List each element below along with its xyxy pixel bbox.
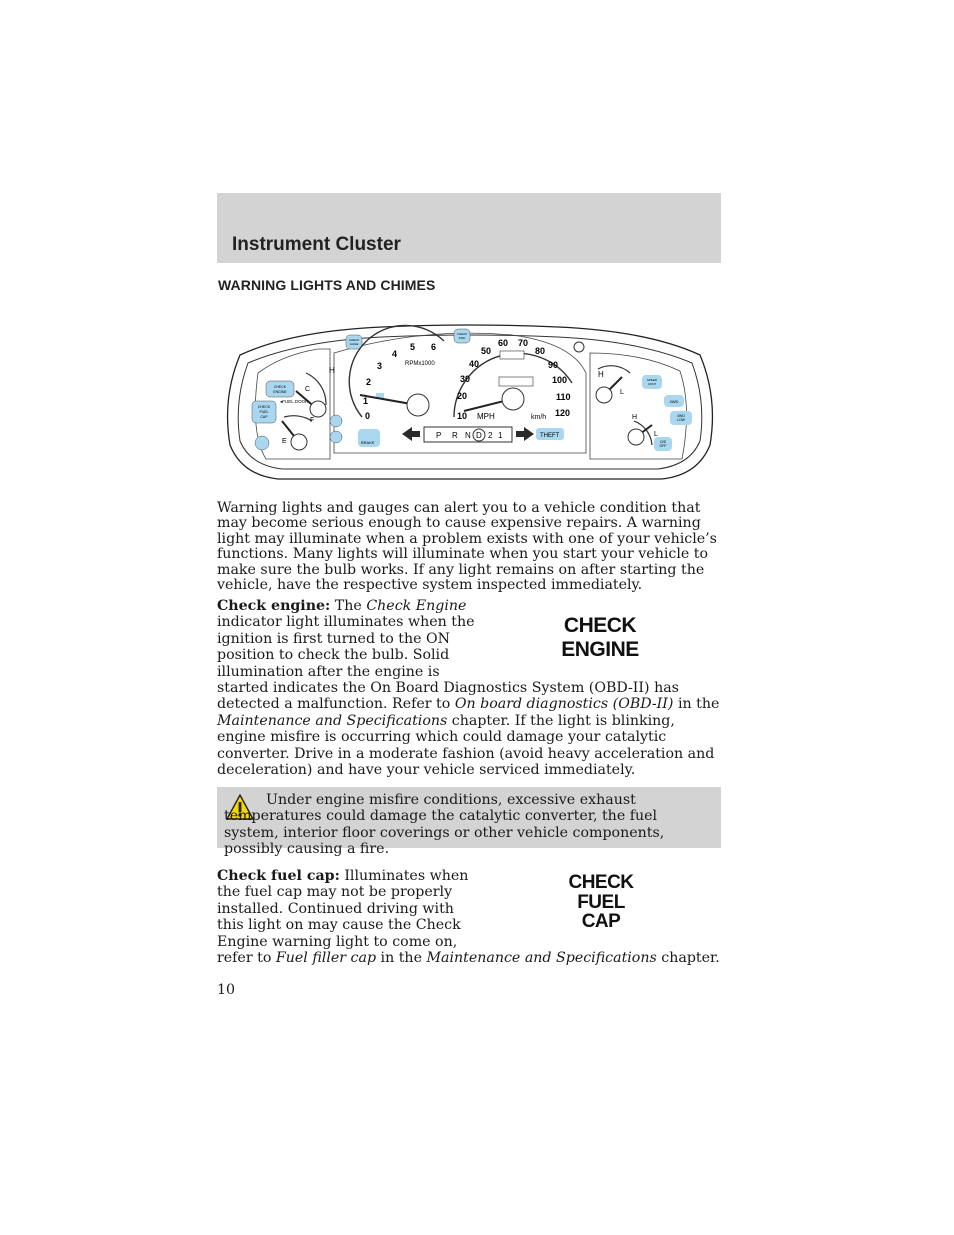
svg-text:4WD: 4WD	[458, 336, 466, 340]
check-engine-paragraph-lead: Check engine: The Check Engine indicator light illuminates when the ignition is first turned to the ON position to check the bulb. Solid illumination after the engine is	[217, 598, 475, 680]
fuel-door-label: ◂FUEL DOOR	[280, 399, 309, 404]
volt-h-label: H	[632, 414, 638, 421]
svg-text:40: 40	[469, 359, 480, 369]
seatbelt-light	[255, 436, 269, 450]
temp-h-label: H	[329, 366, 335, 375]
brake-light	[358, 429, 380, 447]
check-fuel-cap-paragraph-lead: Check fuel cap: Illuminates when the fuel cap may not be properly installed. Continued driving with this light on may cause the Check Engine warning light to come on,	[217, 868, 469, 950]
oil-l-label: L	[620, 389, 624, 396]
svg-text:4WD: 4WD	[669, 399, 679, 404]
brake-label: BRAKE	[361, 440, 375, 445]
svg-text:30: 30	[460, 374, 471, 384]
svg-text:60: 60	[498, 338, 509, 348]
svg-text:LOW: LOW	[677, 418, 685, 422]
svg-text:CONT: CONT	[647, 382, 657, 386]
section-title: WARNING LIGHTS AND CHIMES	[218, 277, 436, 293]
chapter-header	[217, 193, 721, 263]
check-fuel-cap-paragraph-rest: refer to Fuel filler cap in the Maintenance and Specifications chapter.	[217, 950, 720, 966]
svg-text:O/D: O/D	[659, 440, 667, 444]
svg-text:50: 50	[481, 346, 492, 356]
theft-light	[536, 428, 564, 440]
svg-text:CHECK: CHECK	[348, 338, 360, 342]
theft-label: THEFT	[540, 433, 560, 439]
volt-l-label: L	[654, 431, 658, 438]
svg-text:CHECK: CHECK	[257, 405, 271, 409]
svg-text:ENGINE: ENGINE	[273, 390, 287, 394]
svg-text:0: 0	[365, 411, 371, 421]
svg-text:120: 120	[555, 408, 571, 418]
svg-text:2: 2	[488, 431, 493, 440]
svg-text:70: 70	[518, 338, 529, 348]
svg-text:SPEED: SPEED	[646, 378, 658, 382]
svg-text:1: 1	[498, 431, 503, 440]
svg-text:5: 5	[410, 342, 416, 352]
svg-text:P: P	[436, 431, 442, 440]
warning-box	[217, 787, 721, 858]
svg-text:N: N	[465, 431, 471, 440]
kmh-label: km/h	[531, 414, 547, 421]
check-engine-label: Check engine:	[217, 598, 331, 614]
svg-text:3: 3	[377, 361, 383, 371]
check-engine-light	[266, 381, 294, 397]
svg-text:20: 20	[457, 391, 468, 401]
trip-reset-knob	[574, 342, 584, 352]
check-fuel-cap-label: Check fuel cap:	[217, 868, 340, 884]
warning-text: Under engine misfire conditions, excessive exhaust temperatures could damage the catalytic converter, the fuel system, interior floor coverings or other vehicle components, possibly causing a fire.	[224, 792, 665, 858]
intro-paragraph: Warning lights and gauges can alert you to a vehicle condition that may become serious enough to cause expensive repairs. A warning light may illuminate when a problem exists with one of your vehicle’s functions. Many lights will illuminate when you start your vehicle to make sure the bulb works. If any light remains on after starting the vehicle, have the respective system inspected immediately.	[217, 500, 717, 594]
svg-text:OFF: OFF	[659, 444, 667, 448]
check-gage-light	[346, 335, 362, 349]
svg-text:100: 100	[552, 375, 568, 385]
check-engine-indicator: CHECK ENGINE	[561, 614, 639, 661]
svg-text:R: R	[452, 431, 458, 440]
svg-text:FUEL: FUEL	[259, 410, 269, 414]
check-engine-paragraph-rest: started indicates the On Board Diagnostics System (OBD-II) has detected a malfunction. Refer to On board diagnostics (OBD-II) in the Maintenance and Specifications chapter. If the light is blinking, engine misfire is occurring which could damage your catalytic converter. Drive in a moderate fashion (avoid heavy acceleration and deceleration) and have your vehicle serviced immediately.	[217, 680, 720, 779]
svg-text:CAP: CAP	[260, 415, 268, 419]
svg-text:10: 10	[457, 411, 468, 421]
check-fuel-cap-light	[252, 401, 276, 423]
four-wd-light	[664, 395, 684, 407]
od-off-light	[654, 437, 672, 451]
gear-indicator	[424, 427, 512, 442]
four-wd-low-light	[670, 411, 692, 425]
svg-text:6: 6	[431, 342, 437, 352]
check-fuel-cap-indicator: CHECK FUEL CAP	[568, 872, 634, 932]
svg-text:D: D	[476, 431, 482, 440]
svg-text:2: 2	[366, 377, 372, 387]
svg-text:CHECK: CHECK	[456, 332, 468, 336]
tach-label: RPMx1000	[405, 361, 435, 367]
fuel-e-label: E	[282, 438, 287, 445]
instrument-cluster-illustration	[222, 313, 718, 485]
high-beam-light	[330, 431, 342, 443]
svg-text:4WD: 4WD	[677, 414, 685, 418]
svg-text:GAGE: GAGE	[349, 342, 359, 346]
charging-light	[330, 415, 342, 427]
oil-h-label: H	[598, 370, 604, 379]
temp-c-label: C	[305, 386, 311, 393]
svg-text:90: 90	[548, 360, 559, 370]
check-4wd-light	[454, 329, 470, 343]
page-number: 10	[217, 982, 236, 998]
svg-text:1: 1	[363, 396, 369, 406]
svg-text:110: 110	[556, 392, 571, 402]
svg-text:80: 80	[535, 346, 546, 356]
fuel-f-label: F	[310, 417, 315, 424]
svg-text:CHECK: CHECK	[273, 385, 287, 389]
svg-text:4: 4	[392, 349, 398, 359]
chapter-title: Instrument Cluster	[232, 234, 401, 255]
mph-label: MPH	[477, 412, 495, 421]
speed-control-light	[642, 375, 662, 389]
